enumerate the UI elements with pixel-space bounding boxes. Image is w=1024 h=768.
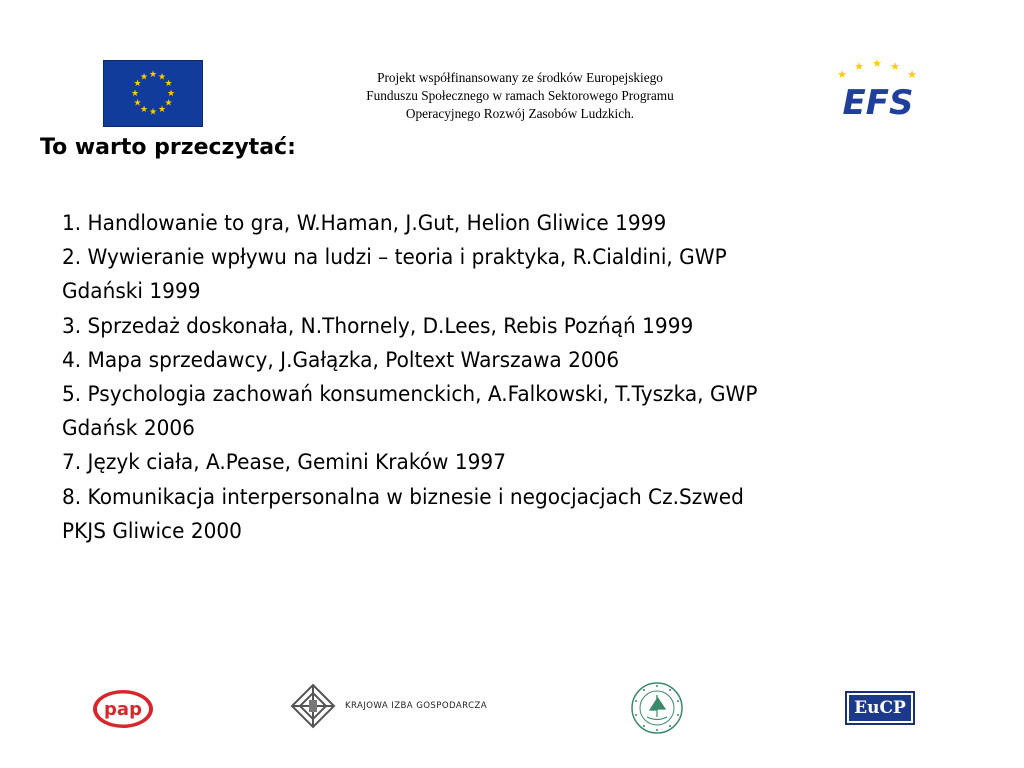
funding-notice	[320, 69, 720, 123]
eucp-logo-icon	[845, 691, 915, 725]
list-item: 1. Handlowanie to gra, W.Haman, J.Gut, Helion Gliwice 1999	[62, 211, 667, 236]
svg-text:★: ★	[157, 105, 167, 115]
svg-text:★: ★	[157, 72, 167, 83]
pap-logo-text: pap	[104, 699, 142, 720]
svg-text:★: ★	[907, 68, 917, 81]
svg-text:★: ★	[133, 98, 142, 109]
efs-logo-text: EFS	[842, 83, 914, 121]
svg-text:★: ★	[872, 57, 882, 70]
sgh-emblem-icon	[630, 681, 684, 735]
kig-symbol-icon	[288, 682, 338, 730]
list-item: Gdańsk 2006	[62, 416, 195, 442]
svg-text:★: ★	[166, 89, 176, 99]
list-item: PKJS Gliwice 2000	[62, 518, 242, 544]
svg-text:★: ★	[133, 79, 142, 89]
kig-label: KRAJOWA IZBA GOSPODARCZA	[345, 701, 488, 711]
reading-list	[62, 207, 899, 549]
svg-text:★: ★	[837, 68, 847, 81]
funding-line: Projekt współfinansowany ze środków Europejskiego	[377, 70, 663, 85]
svg-text:★: ★	[130, 89, 140, 99]
eu-flag-icon	[103, 60, 203, 127]
svg-text:★: ★	[854, 60, 864, 73]
list-item: 3. Sprzedaż doskonała, N.Thornely, D.Lees, Rebis Pozńąń 1999	[62, 313, 694, 339]
efs-logo-icon	[830, 56, 925, 121]
funding-line: Funduszu Społecznego w ramach Sektorowego Programu	[366, 88, 674, 103]
svg-text:★: ★	[164, 98, 173, 109]
section-title: To warto przeczytać:	[40, 135, 296, 160]
list-item: 8. Komunikacja interpersonalna w biznesie i negocjacjach Cz.Szwed	[62, 484, 744, 510]
svg-text:★: ★	[139, 105, 149, 115]
svg-text:★: ★	[148, 70, 158, 80]
svg-text:★: ★	[148, 107, 158, 118]
eucp-logo-text: EuCP	[849, 695, 911, 721]
pap-logo-icon	[92, 688, 154, 730]
list-item: 7. Język ciała, A.Pease, Gemini Kraków 1997	[62, 450, 506, 476]
list-item: 2. Wywieranie wpływu na ludzi – teoria i praktyka, R.Cialdini, GWP	[62, 245, 727, 271]
funding-line: Operacyjnego Rozwój Zasobów Ludzkich.	[405, 106, 635, 121]
list-item: 5. Psychologia zachowań konsumenckich, A.Falkowski, T.Tyszka, GWP	[62, 382, 758, 408]
svg-text:★: ★	[139, 72, 149, 83]
list-item: Gdański 1999	[62, 279, 201, 305]
list-item: 4. Mapa sprzedawcy, J.Gałązka, Poltext Warszawa 2006	[62, 347, 620, 373]
svg-text:★: ★	[164, 79, 173, 89]
svg-text:★: ★	[890, 60, 900, 73]
